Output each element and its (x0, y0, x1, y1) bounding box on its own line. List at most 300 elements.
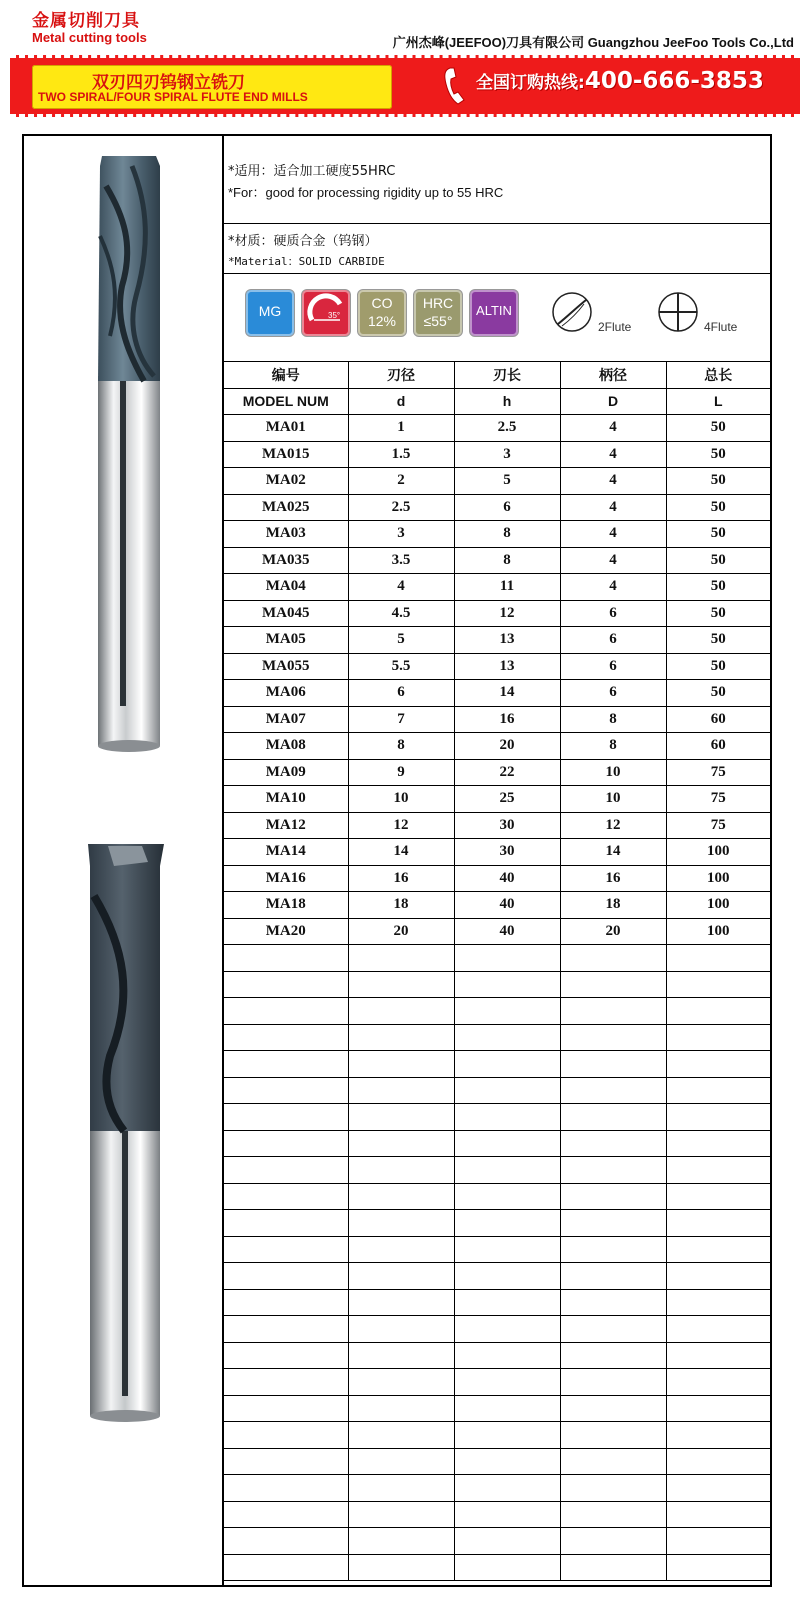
table-cell: 12 (454, 600, 560, 627)
table-row (224, 441, 770, 468)
empty-cell (454, 1554, 560, 1581)
empty-cell (560, 1236, 666, 1263)
table-row (224, 521, 770, 548)
table-cell: 100 (666, 892, 770, 919)
table-cell: 8 (560, 733, 666, 760)
spec-sheet (22, 134, 772, 1587)
empty-cell (348, 1395, 454, 1422)
empty-cell (560, 1024, 666, 1051)
empty-table-row (224, 1528, 770, 1555)
application-info (224, 136, 770, 224)
empty-cell (348, 1104, 454, 1131)
empty-cell (348, 971, 454, 998)
empty-table-row (224, 1475, 770, 1502)
table-cell: 5 (348, 627, 454, 654)
table-row (224, 759, 770, 786)
empty-cell (224, 1475, 348, 1502)
badge-hrc (414, 290, 462, 336)
two-flute-end-mill-image (24, 836, 220, 1436)
table-cell: 9 (348, 759, 454, 786)
empty-cell (454, 1077, 560, 1104)
empty-cell (560, 1157, 666, 1184)
empty-cell (348, 945, 454, 972)
table-cell: MA04 (224, 574, 348, 601)
empty-cell (666, 998, 770, 1025)
empty-cell (348, 1501, 454, 1528)
empty-cell (348, 1024, 454, 1051)
header-row-cn (224, 362, 770, 388)
empty-cell (560, 1554, 666, 1581)
empty-cell (224, 1210, 348, 1237)
badge-hrc-line2: ≤55° (423, 313, 453, 329)
empty-cell (454, 945, 560, 972)
empty-cell (560, 1422, 666, 1449)
empty-cell (454, 971, 560, 998)
empty-cell (224, 1051, 348, 1078)
table-cell: MA05 (224, 627, 348, 654)
hotline-number: 400-666-3853 (584, 68, 764, 94)
empty-cell (348, 1342, 454, 1369)
empty-cell (348, 1077, 454, 1104)
table-row (224, 627, 770, 654)
empty-cell (224, 1422, 348, 1449)
empty-cell (454, 1263, 560, 1290)
empty-table-row (224, 1422, 770, 1449)
empty-cell (666, 1501, 770, 1528)
empty-cell (454, 1528, 560, 1555)
col-header-diameter: d (348, 388, 454, 415)
badge-altin-label: ALTIN (476, 303, 512, 318)
badge-hrc-line1: HRC (422, 295, 454, 311)
material-info (224, 224, 770, 274)
empty-table-row (224, 971, 770, 998)
table-row (224, 733, 770, 760)
empty-cell (348, 1475, 454, 1502)
empty-cell (454, 1448, 560, 1475)
empty-cell (348, 1051, 454, 1078)
table-row (224, 892, 770, 919)
table-cell: MA01 (224, 415, 348, 442)
table-cell: 6 (454, 494, 560, 521)
table-cell: 20 (348, 918, 454, 945)
empty-cell (666, 1236, 770, 1263)
empty-table-row (224, 1554, 770, 1581)
empty-cell (666, 1395, 770, 1422)
hotline-label: 全国订购热线: (476, 73, 585, 93)
table-cell: 75 (666, 759, 770, 786)
empty-cell (666, 1422, 770, 1449)
empty-cell (224, 998, 348, 1025)
empty-cell (224, 1104, 348, 1131)
empty-table-row (224, 1263, 770, 1290)
table-cell: 14 (560, 839, 666, 866)
empty-cell (224, 1263, 348, 1290)
table-cell: MA18 (224, 892, 348, 919)
empty-cell (666, 1342, 770, 1369)
table-cell: 18 (560, 892, 666, 919)
table-cell: 50 (666, 415, 770, 442)
empty-cell (560, 1316, 666, 1343)
empty-table-row (224, 1236, 770, 1263)
table-cell: 50 (666, 600, 770, 627)
empty-cell (224, 1448, 348, 1475)
table-cell: 40 (454, 865, 560, 892)
col-header-model-cn: 编号 (224, 362, 348, 388)
table-cell: 4 (560, 415, 666, 442)
empty-cell (560, 1342, 666, 1369)
table-cell: 50 (666, 521, 770, 548)
table-cell: 40 (454, 892, 560, 919)
empty-cell (560, 1289, 666, 1316)
table-row (224, 547, 770, 574)
table-cell: 10 (560, 759, 666, 786)
table-row (224, 468, 770, 495)
empty-cell (454, 998, 560, 1025)
material-en: *Material：SOLID CARBIDE (228, 255, 385, 268)
col-header-model: MODEL NUM (224, 388, 348, 415)
four-flute-icon (656, 290, 700, 334)
empty-cell (560, 1528, 666, 1555)
table-row (224, 680, 770, 707)
two-flute-icon (550, 290, 594, 334)
table-cell: 75 (666, 812, 770, 839)
empty-cell (666, 1157, 770, 1184)
empty-cell (348, 1236, 454, 1263)
empty-cell (666, 1263, 770, 1290)
empty-cell (454, 1342, 560, 1369)
empty-cell (454, 1475, 560, 1502)
empty-cell (224, 1024, 348, 1051)
empty-cell (454, 1051, 560, 1078)
table-cell: MA055 (224, 653, 348, 680)
table-cell: 50 (666, 494, 770, 521)
empty-table-row (224, 1342, 770, 1369)
table-cell: MA06 (224, 680, 348, 707)
empty-cell (666, 945, 770, 972)
four-flute-label: 4Flute (704, 320, 738, 334)
empty-cell (224, 1157, 348, 1184)
empty-table-row (224, 1369, 770, 1396)
spec-table (224, 362, 770, 1581)
table-cell: 5 (454, 468, 560, 495)
table-cell: 6 (560, 600, 666, 627)
empty-cell (348, 998, 454, 1025)
table-cell: 16 (560, 865, 666, 892)
table-cell: MA03 (224, 521, 348, 548)
table-cell: 1 (348, 415, 454, 442)
table-cell: 4 (560, 574, 666, 601)
table-cell: MA035 (224, 547, 348, 574)
empty-cell (560, 1104, 666, 1131)
badge-altin (470, 290, 518, 336)
col-header-flute-length: h (454, 388, 560, 415)
table-cell: 2 (348, 468, 454, 495)
table-cell: 11 (454, 574, 560, 601)
table-cell: 50 (666, 574, 770, 601)
empty-table-row (224, 1051, 770, 1078)
table-cell: 50 (666, 441, 770, 468)
table-cell: 7 (348, 706, 454, 733)
empty-cell (666, 1024, 770, 1051)
table-cell: 25 (454, 786, 560, 813)
col-header-shank: D (560, 388, 666, 415)
empty-cell (348, 1183, 454, 1210)
empty-cell (560, 1077, 666, 1104)
table-cell: 50 (666, 680, 770, 707)
table-cell: 10 (560, 786, 666, 813)
table-cell: 14 (454, 680, 560, 707)
table-row (224, 415, 770, 442)
table-cell: 6 (560, 653, 666, 680)
table-cell: 18 (348, 892, 454, 919)
table-row (224, 812, 770, 839)
empty-cell (224, 1236, 348, 1263)
order-hotline (476, 68, 764, 94)
banner-title-cn: 双刃四刃钨钢立铣刀 (92, 73, 245, 93)
empty-cell (224, 1077, 348, 1104)
table-cell: 100 (666, 918, 770, 945)
product-banner (10, 55, 800, 117)
spec-table-body (224, 415, 770, 1581)
empty-table-row (224, 998, 770, 1025)
table-cell: MA025 (224, 494, 348, 521)
empty-table-row (224, 1024, 770, 1051)
table-cell: MA16 (224, 865, 348, 892)
table-row (224, 839, 770, 866)
application-cn: *适用：适合加工硬度55HRC (228, 164, 396, 179)
empty-table-row (224, 1183, 770, 1210)
brand-title-en: Metal cutting tools (32, 30, 147, 45)
col-header-diameter-cn: 刃径 (348, 362, 454, 388)
empty-cell (224, 971, 348, 998)
empty-cell (224, 945, 348, 972)
empty-cell (454, 1157, 560, 1184)
table-cell: MA045 (224, 600, 348, 627)
empty-table-row (224, 1395, 770, 1422)
table-cell: 30 (454, 839, 560, 866)
empty-cell (348, 1316, 454, 1343)
empty-table-row (224, 1448, 770, 1475)
empty-cell (348, 1263, 454, 1290)
table-cell: 50 (666, 468, 770, 495)
empty-table-row (224, 1501, 770, 1528)
table-cell: MA14 (224, 839, 348, 866)
banner-title-box (32, 65, 392, 109)
table-row (224, 574, 770, 601)
table-row (224, 918, 770, 945)
table-cell: 12 (348, 812, 454, 839)
empty-cell (560, 1395, 666, 1422)
empty-cell (454, 1236, 560, 1263)
table-row (224, 600, 770, 627)
empty-cell (560, 1475, 666, 1502)
empty-cell (454, 1104, 560, 1131)
table-cell: 16 (454, 706, 560, 733)
table-cell: 8 (454, 521, 560, 548)
empty-cell (454, 1501, 560, 1528)
table-cell: 4 (560, 494, 666, 521)
table-cell: 50 (666, 547, 770, 574)
table-cell: 4 (560, 547, 666, 574)
empty-cell (666, 1369, 770, 1396)
table-cell: 12 (560, 812, 666, 839)
empty-cell (454, 1183, 560, 1210)
table-cell: 3 (454, 441, 560, 468)
table-cell: 5.5 (348, 653, 454, 680)
table-cell: 8 (348, 733, 454, 760)
helix-angle-icon (302, 290, 350, 336)
banner-title-en: TWO SPIRAL/FOUR SPIRAL FLUTE END MILLS (38, 90, 308, 104)
helix-angle-label: 35° (328, 311, 341, 320)
empty-cell (666, 1289, 770, 1316)
four-flute-end-mill-image (24, 146, 220, 846)
empty-cell (666, 1104, 770, 1131)
empty-table-row (224, 945, 770, 972)
table-cell: MA015 (224, 441, 348, 468)
product-photo-column (24, 136, 224, 1585)
badge-cobalt-line2: 12% (367, 313, 397, 329)
empty-cell (348, 1422, 454, 1449)
empty-cell (560, 945, 666, 972)
table-cell: MA07 (224, 706, 348, 733)
empty-cell (224, 1395, 348, 1422)
company-name: 广州杰峰(JEEFOO)刀具有限公司 Guangzhou JeeFoo Tools Co.,Ltd (392, 35, 794, 50)
material-cn: *材质：硬质合金（钨钢） (228, 234, 378, 249)
empty-table-row (224, 1130, 770, 1157)
table-cell: MA02 (224, 468, 348, 495)
empty-cell (560, 1501, 666, 1528)
col-header-overall-length-cn: 总长 (666, 362, 770, 388)
table-cell: 16 (348, 865, 454, 892)
empty-table-row (224, 1289, 770, 1316)
table-cell: 3.5 (348, 547, 454, 574)
empty-cell (224, 1289, 348, 1316)
empty-cell (454, 1130, 560, 1157)
empty-cell (560, 971, 666, 998)
table-cell: 40 (454, 918, 560, 945)
header-row-en (224, 388, 770, 415)
table-cell: 20 (454, 733, 560, 760)
table-cell: MA12 (224, 812, 348, 839)
table-cell: 50 (666, 627, 770, 654)
phone-handset-icon (442, 66, 468, 106)
table-cell: 2.5 (454, 415, 560, 442)
badge-mg-label: MG (258, 303, 282, 319)
empty-cell (348, 1210, 454, 1237)
table-cell: MA20 (224, 918, 348, 945)
table-cell: 6 (560, 680, 666, 707)
empty-cell (560, 1210, 666, 1237)
empty-cell (666, 1130, 770, 1157)
table-cell: 50 (666, 653, 770, 680)
table-cell: 4 (560, 441, 666, 468)
empty-cell (454, 1369, 560, 1396)
empty-cell (224, 1342, 348, 1369)
table-cell: MA10 (224, 786, 348, 813)
table-cell: MA08 (224, 733, 348, 760)
table-row (224, 786, 770, 813)
empty-cell (224, 1528, 348, 1555)
table-cell: 30 (454, 812, 560, 839)
table-cell: 4.5 (348, 600, 454, 627)
table-cell: 4 (560, 468, 666, 495)
empty-cell (454, 1316, 560, 1343)
badge-mg (246, 290, 294, 336)
empty-cell (560, 1263, 666, 1290)
empty-cell (454, 1024, 560, 1051)
empty-cell (348, 1157, 454, 1184)
empty-cell (666, 1475, 770, 1502)
empty-cell (666, 1077, 770, 1104)
table-cell: 8 (560, 706, 666, 733)
table-cell: 8 (454, 547, 560, 574)
table-cell: 6 (348, 680, 454, 707)
empty-cell (666, 1448, 770, 1475)
empty-cell (666, 1210, 770, 1237)
empty-cell (454, 1422, 560, 1449)
two-flute-label: 2Flute (598, 320, 632, 334)
col-header-flute-length-cn: 刃长 (454, 362, 560, 388)
empty-table-row (224, 1077, 770, 1104)
empty-cell (560, 1448, 666, 1475)
empty-cell (348, 1289, 454, 1316)
empty-table-row (224, 1316, 770, 1343)
table-cell: 10 (348, 786, 454, 813)
table-row (224, 494, 770, 521)
badge-cobalt (358, 290, 406, 336)
table-row (224, 865, 770, 892)
empty-cell (224, 1369, 348, 1396)
badge-cobalt-line1: CO (371, 295, 393, 311)
table-cell: 100 (666, 839, 770, 866)
table-row (224, 653, 770, 680)
empty-cell (224, 1130, 348, 1157)
empty-cell (348, 1448, 454, 1475)
empty-cell (560, 998, 666, 1025)
empty-cell (348, 1130, 454, 1157)
empty-cell (666, 1554, 770, 1581)
empty-cell (348, 1369, 454, 1396)
feature-badges (224, 274, 770, 362)
table-cell: 3 (348, 521, 454, 548)
empty-cell (224, 1501, 348, 1528)
empty-cell (454, 1289, 560, 1316)
empty-cell (348, 1528, 454, 1555)
badge-helix-angle (302, 290, 350, 336)
brand-title-cn: 金属切削刀具 (32, 11, 140, 31)
table-cell: 22 (454, 759, 560, 786)
empty-cell (666, 1051, 770, 1078)
table-cell: 75 (666, 786, 770, 813)
empty-cell (560, 1130, 666, 1157)
table-cell: 100 (666, 865, 770, 892)
empty-cell (560, 1183, 666, 1210)
table-cell: 4 (348, 574, 454, 601)
table-cell: 1.5 (348, 441, 454, 468)
table-cell: 13 (454, 653, 560, 680)
empty-table-row (224, 1104, 770, 1131)
empty-table-row (224, 1210, 770, 1237)
table-cell: 2.5 (348, 494, 454, 521)
table-cell: 13 (454, 627, 560, 654)
empty-cell (348, 1554, 454, 1581)
table-cell: 20 (560, 918, 666, 945)
application-en: *For：good for processing rigidity up to 55 HRC (228, 185, 504, 200)
table-cell: 4 (560, 521, 666, 548)
empty-cell (666, 1528, 770, 1555)
empty-cell (224, 1183, 348, 1210)
col-header-shank-cn: 柄径 (560, 362, 666, 388)
